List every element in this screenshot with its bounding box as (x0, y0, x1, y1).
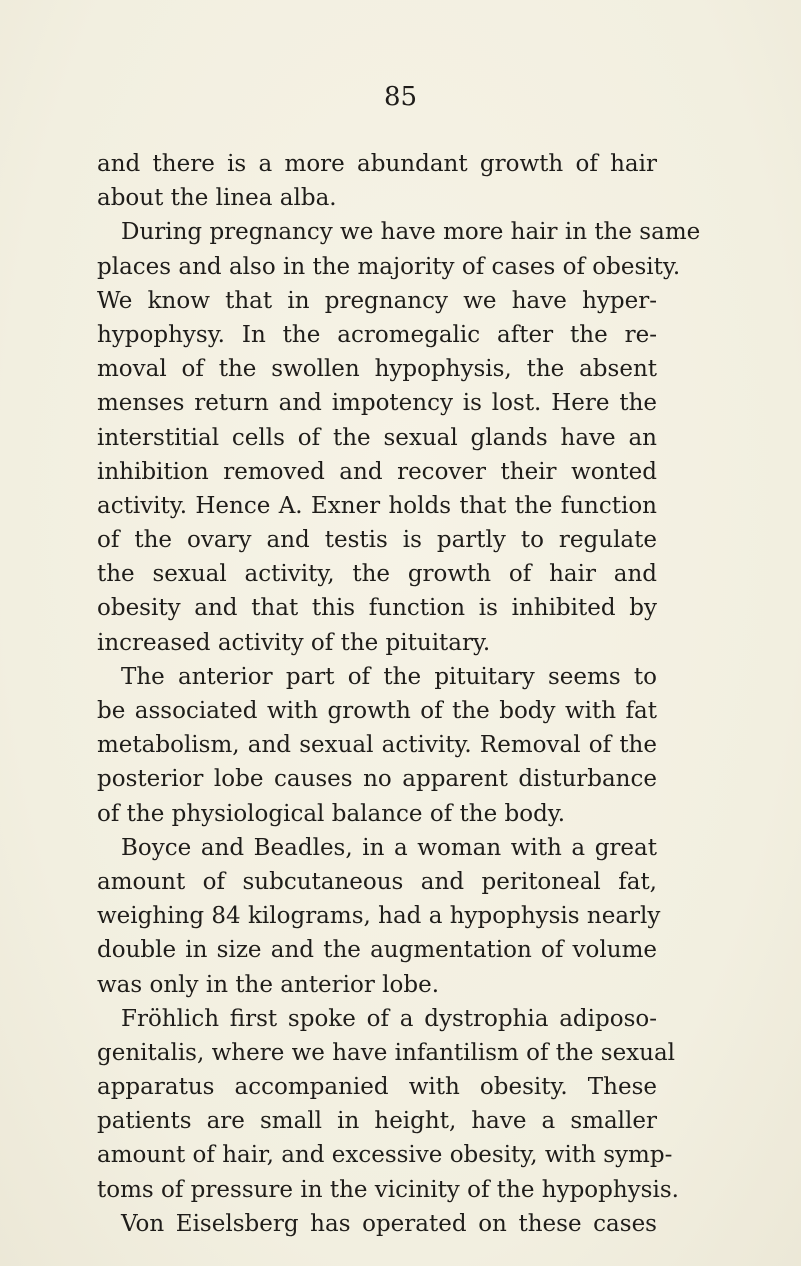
text-line: Boyce and Beadles, in a woman with a great (121, 834, 657, 861)
text-line: toms of pressure in the vicinity of the hypophysis. (97, 1176, 679, 1203)
text-line: menses return and impotency is lost. Here the (97, 390, 657, 417)
text-line: We know that in pregnancy we have hyper- (97, 287, 657, 314)
text-line: genitalis, where we have infantilism of the sexual (97, 1039, 676, 1066)
text-line: of the physiological balance of the body. (97, 800, 566, 827)
text-line: Von Eiselsberg has operated on these cases (121, 1210, 657, 1237)
text-line: During pregnancy we have more hair in the same (121, 219, 701, 246)
text-line: interstitial cells of the sexual glands have an (97, 424, 657, 451)
text-line: activity. Hence A. Exner holds that the function (97, 492, 657, 519)
text-line: weighing 84 kilograms, had a hypophysis nearly (97, 903, 661, 930)
body-text (97, 147, 701, 1241)
text-line: apparatus accompanied with obesity. These (97, 1074, 657, 1101)
text-line: moval of the swollen hypophysis, the absent (97, 356, 657, 383)
text-line: and there is a more abundant growth of hair (97, 151, 657, 177)
page-number: 85 (383, 82, 418, 112)
text-line: Fröhlich first spoke of a dystrophia adiposo- (121, 1005, 657, 1032)
text-line: posterior lobe causes no apparent disturbance (97, 766, 657, 793)
text-line: about the linea alba. (97, 185, 337, 212)
text-line: hypophysy. In the acromegalic after the re- (97, 321, 657, 348)
text-line: places and also in the majority of cases of obesity. (97, 253, 681, 280)
text-line: obesity and that this function is inhibited by (97, 595, 657, 622)
text-line: was only in the anterior lobe. (97, 971, 440, 998)
text-line: amount of subcutaneous and peritoneal fat, (97, 868, 657, 895)
text-line: The anterior part of the pituitary seems to (121, 663, 657, 690)
text-line: the sexual activity, the growth of hair and (97, 561, 657, 588)
text-line: be associated with growth of the body with fat (97, 698, 657, 724)
text-line: of the ovary and testis is partly to regulate (97, 527, 657, 554)
text-line: inhibition removed and recover their wonted (97, 458, 657, 485)
text-line: increased activity of the pituitary. (97, 629, 491, 656)
text-line: metabolism, and sexual activity. Removal of the (97, 732, 657, 759)
text-line: double in size and the augmentation of volume (97, 937, 657, 964)
text-line: patients are small in height, have a smaller (97, 1108, 657, 1135)
text-line: amount of hair, and excessive obesity, with symp- (97, 1142, 673, 1169)
